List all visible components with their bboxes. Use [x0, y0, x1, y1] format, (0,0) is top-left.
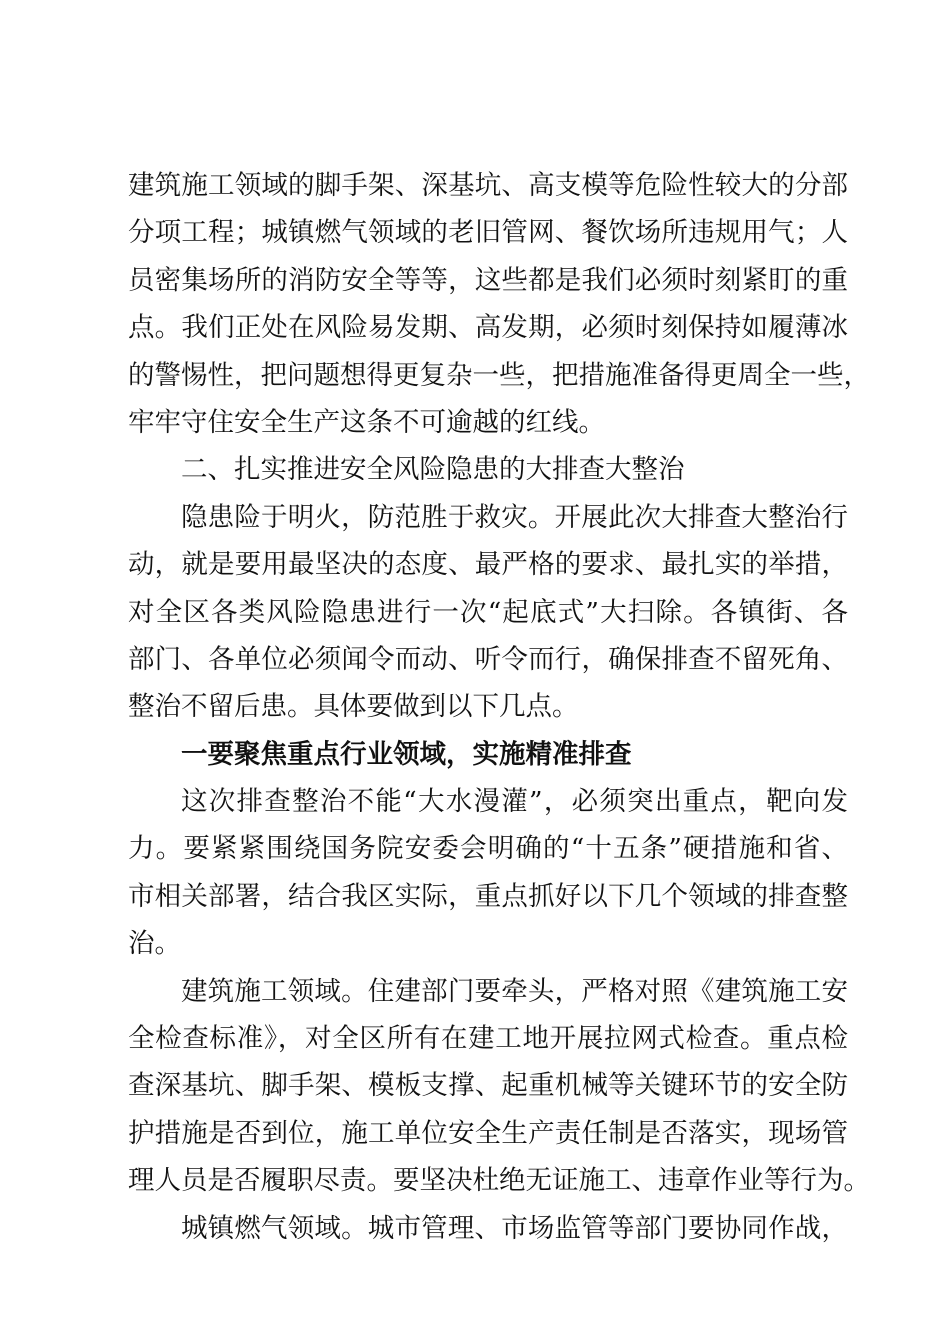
paragraph-line: 查深基坑、脚手架、模板支撑、起重机械等关键环节的安全防 [128, 1070, 848, 1102]
paragraph-line: 的警惕性，把问题想得更复杂一些，把措施准备得更周全一些， [128, 359, 870, 391]
paragraph-line: 隐患险于明火，防范胜于救灾。开展此次大排查大整治行 [181, 501, 848, 533]
paragraph-line: 城镇燃气领域。城市管理、市场监管等部门要协同作战， [181, 1212, 848, 1244]
paragraph-line: 员密集场所的消防安全等等，这些都是我们必须时刻紧盯的重 [128, 264, 848, 296]
paragraph-line: 市相关部署，结合我区实际，重点抓好以下几个领域的排查整 [128, 880, 848, 912]
paragraph-line: 建筑施工领域的脚手架、深基坑、高支模等危险性较大的分部 [128, 170, 848, 201]
paragraph-line: 对全区各类风险隐患进行一次“起底式”大扫除。各镇街、各 [128, 596, 848, 628]
subsection-heading: 一要聚焦重点行业领域，实施精准排查 [181, 738, 632, 770]
paragraph-line: 治。 [128, 928, 181, 960]
section-heading: 二、扎实推进安全风险隐患的大排查大整治 [181, 454, 685, 486]
paragraph-line: 点。我们正处在风险易发期、高发期，必须时刻保持如履薄冰 [128, 312, 848, 344]
document-body [128, 162, 870, 1252]
paragraph-line: 这次排查整治不能“大水漫灌”，必须突出重点，靶向发 [181, 786, 848, 818]
paragraph-line: 部门、各单位必须闻令而动、听令而行，确保排查不留死角、 [128, 643, 848, 675]
paragraph-line: 整治不留后患。具体要做到以下几点。 [128, 691, 579, 723]
paragraph-line: 牢牢守住安全生产这条不可逾越的红线。 [128, 406, 605, 438]
paragraph-line: 分项工程；城镇燃气领域的老旧管网、餐饮场所违规用气；人 [128, 217, 848, 249]
paragraph-line: 护措施是否到位，施工单位安全生产责任制是否落实，现场管 [128, 1117, 848, 1149]
paragraph-line: 建筑施工领域。住建部门要牵头，严格对照《建筑施工安 [181, 975, 848, 1007]
paragraph-line: 全检查标准》，对全区所有在建工地开展拉网式检查。重点检 [128, 1023, 848, 1055]
paragraph-line: 理人员是否履职尽责。要坚决杜绝无证施工、违章作业等行为。 [128, 1165, 870, 1197]
paragraph-line: 动，就是要用最坚决的态度、最严格的要求、最扎实的举措， [128, 549, 848, 581]
paragraph-line: 力。要紧紧围绕国务院安委会明确的“十五条”硬措施和省、 [128, 833, 848, 865]
